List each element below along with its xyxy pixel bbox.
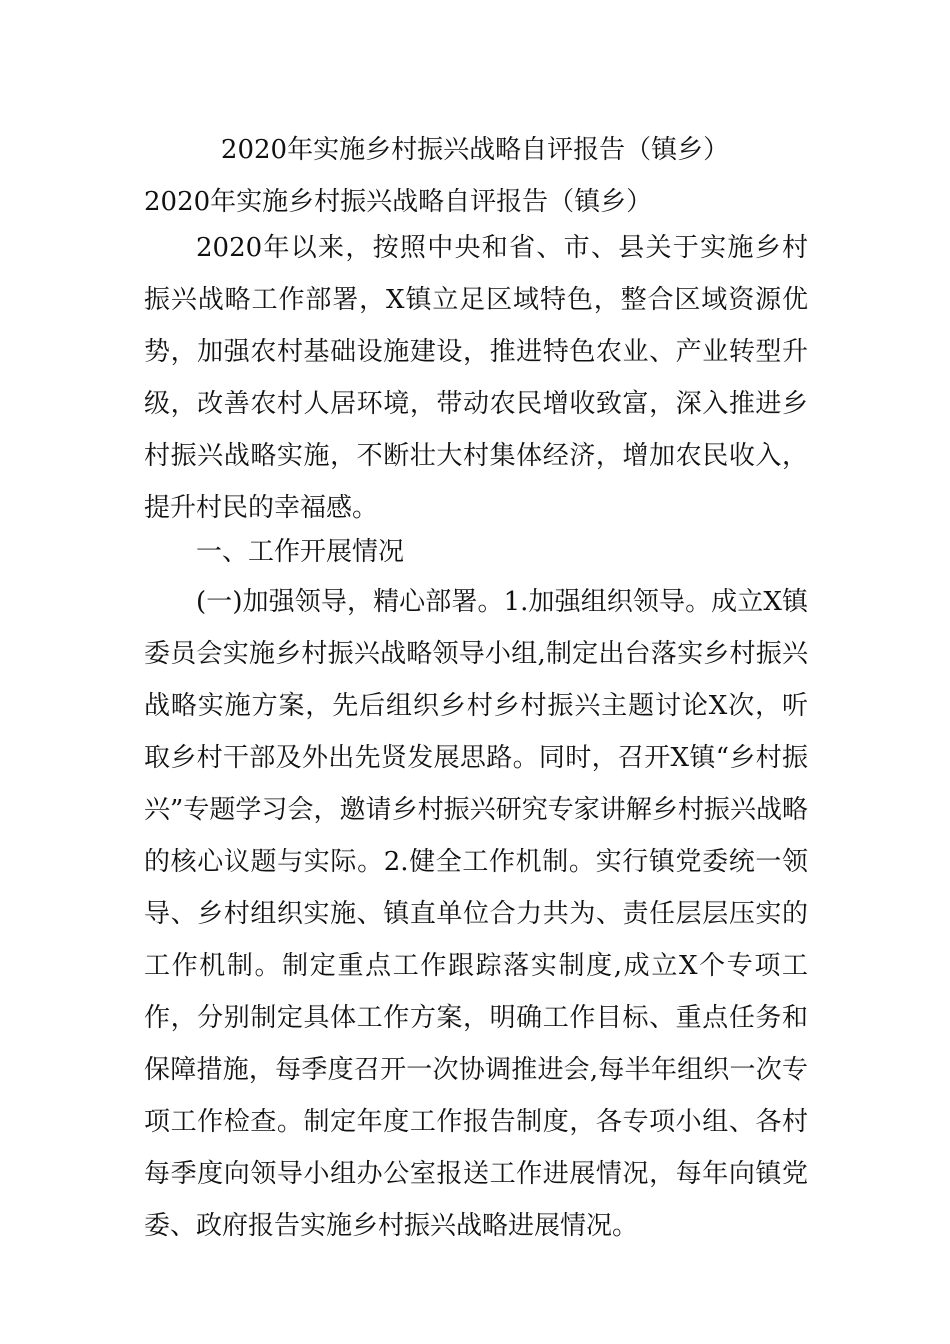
intro-paragraph: 2020年以来，按照中央和省、市、县关于实施乡村振兴战略工作部署，X镇立足区域特色，整合区域资源优势，加强农村基础设施建设，推进特色农业、产业转型升级，改善农村人居环境，带动农民增收致富，深入推进乡村振兴战略实施，不断壮大村集体经济，增加农民收入，提升村民的幸福感。 (144, 233, 808, 523)
document-title: 2020年实施乡村振兴战略自评报告（镇乡） (220, 135, 730, 165)
section-heading: 一、工作开展情况 (196, 537, 405, 567)
document-subtitle: 2020年实施乡村振兴战略自评报告（镇乡） (144, 187, 653, 217)
section-one-paragraph: (一)加强领导，精心部署。1.加强组织领导。成立X镇委员会实施乡村振兴战略领导小组,制定出台落实乡村振兴战略实施方案，先后组织乡村乡村振兴主题讨论X次，听取乡村干部及外出先贤发展思路。同时，召开X镇“乡村振兴”专题学习会，邀请乡村振兴研究专家讲解乡村振兴战略的核心议题与实际。2.健全工作机制。实行镇党委统一领导、乡村组织实施、镇直单位合力共为、责任层层压实的工作机制。制定重点工作跟踪落实制度,成立X个专项工作，分别制定具体工作方案，明确工作目标、重点任务和保障措施，每季度召开一次协调推进会,每半年组织一次专项工作检查。制定年度工作报告制度，各专项小组、各村每季度向领导小组办公室报送工作进展情况，每年向镇党委、政府报告实施乡村振兴战略进展情况。 (144, 587, 808, 1241)
